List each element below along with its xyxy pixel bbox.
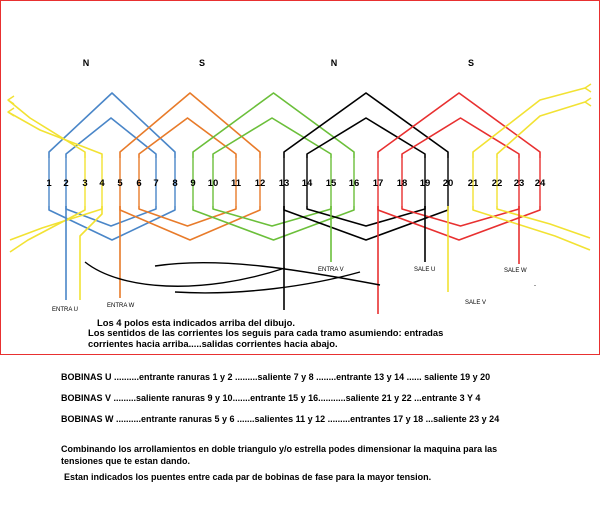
coil-W2-top-outer xyxy=(378,93,540,158)
coil-V-left-bottom-outer xyxy=(10,206,85,252)
coil-V-left-top-inner xyxy=(8,112,102,158)
pole-label-3: N xyxy=(330,58,338,68)
slot-number-19: 19 xyxy=(419,178,431,189)
coil-W-bottom-inner xyxy=(139,206,236,226)
note-line-2: Los sentidos de las corrientes los seguis para cada tramo asumiendo: entradas xyxy=(88,327,444,338)
slot-number-18: 18 xyxy=(396,178,408,189)
slot-number-13: 13 xyxy=(278,178,290,189)
puentes-note: Estan indicados los puentes entre cada par de bobinas de fase para la mayor tension. xyxy=(64,472,432,482)
combinando-line-1: Combinando los arrollamientos en doble triangulo y/o estrella podes dimensionar la maquina para las xyxy=(61,444,498,454)
slot-number-7: 7 xyxy=(153,178,159,189)
slot-number-22: 22 xyxy=(491,178,503,189)
edge-arrow-1 xyxy=(8,108,14,116)
slot-number-8: 8 xyxy=(172,178,178,189)
slot-number-21: 21 xyxy=(467,178,479,189)
note-line-1: Los 4 polos esta indicados arriba del dibujo. xyxy=(97,317,295,328)
slot-number-2: 2 xyxy=(63,178,69,189)
edge-arrow-3 xyxy=(585,98,591,106)
terminal-sale-v: SALE V xyxy=(465,300,487,306)
coil-V-left-bottom-inner xyxy=(10,206,102,240)
coil-U-top-outer xyxy=(49,93,175,158)
coil-V-bottom-outer xyxy=(193,206,354,240)
coil-wires xyxy=(8,84,591,314)
slot-number-20: 20 xyxy=(442,178,454,189)
lead-yellow-left xyxy=(80,206,102,300)
stray-dash: - xyxy=(534,283,536,289)
coil-V-right-top-outer xyxy=(473,88,585,158)
coil-U2-top-outer xyxy=(284,93,448,158)
coil-V-top-outer xyxy=(193,93,354,158)
note-line-3: corrientes hacia arriba.....salidas corrientes hacia abajo. xyxy=(88,338,338,349)
coil-W2-bottom-inner xyxy=(402,206,519,226)
slot-number-12: 12 xyxy=(254,178,266,189)
pole-label-1: N xyxy=(82,58,90,68)
terminal-entra-u: ENTRA U xyxy=(52,307,79,313)
slot-number-15: 15 xyxy=(325,178,337,189)
slot-number-11: 11 xyxy=(230,178,242,189)
terminal-sale-w: SALE W xyxy=(504,268,527,274)
terminal-entra-v: ENTRA V xyxy=(318,267,344,273)
bobinas-u: BOBINAS U ..........entrante ranuras 1 y 2 .........saliente 7 y 8 ........entrante 13 y 14 ...... saliente 19 y 20 xyxy=(61,372,491,382)
slot-number-14: 14 xyxy=(301,178,313,189)
slot-numbers xyxy=(46,178,546,189)
edge-arrow-0 xyxy=(8,96,14,104)
slot-number-5: 5 xyxy=(117,178,123,189)
slot-number-23: 23 xyxy=(513,178,525,189)
terminal-entra-w: ENTRA W xyxy=(107,303,135,309)
coil-U2-bottom-outer xyxy=(284,206,448,240)
diagram-border xyxy=(1,1,600,355)
slot-number-24: 24 xyxy=(534,178,546,189)
bobinas-w: BOBINAS W ..........entrante ranuras 5 y 6 .......salientes 11 y 12 .........entrantes 17 y 18 ...saliente 23 y 24 xyxy=(61,414,500,424)
coil-W-top-outer xyxy=(120,93,260,158)
pole-label-2: S xyxy=(198,58,206,68)
edge-arrow-2 xyxy=(585,84,591,92)
jumper-3 xyxy=(175,272,360,293)
slot-number-6: 6 xyxy=(136,178,142,189)
slot-number-17: 17 xyxy=(372,178,384,189)
bobinas-v: BOBINAS V .........saliente ranuras 9 y 10.......entrante 15 y 16...........saliente 21 y 22 ...entrante 3 Y 4 xyxy=(61,393,481,403)
slot-number-1: 1 xyxy=(46,178,52,189)
slot-number-16: 16 xyxy=(348,178,360,189)
coil-U2-top-inner xyxy=(307,118,425,158)
pole-label-4: S xyxy=(467,58,475,68)
coil-U-bottom-outer xyxy=(49,206,175,240)
slot-number-3: 3 xyxy=(82,178,88,189)
slot-number-9: 9 xyxy=(190,178,196,189)
slot-number-10: 10 xyxy=(207,178,219,189)
combinando-line-2: tensiones que te estan dando. xyxy=(61,456,191,466)
slot-number-4: 4 xyxy=(99,178,105,189)
coil-W-bottom-outer xyxy=(120,206,260,240)
coil-U2-bottom-inner xyxy=(307,206,425,226)
terminal-sale-u: SALE U xyxy=(414,267,436,273)
